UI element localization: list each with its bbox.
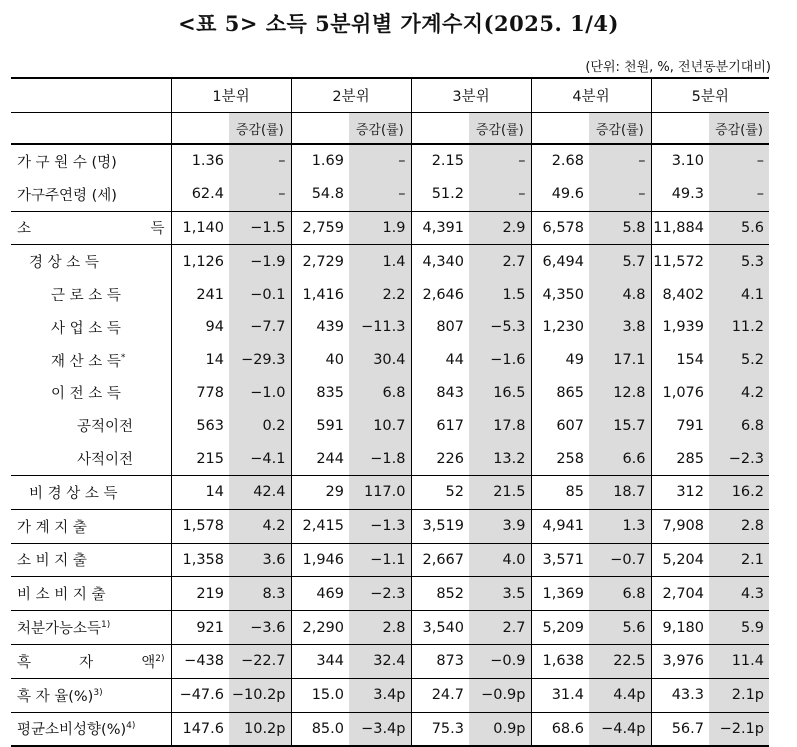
row-label	[11, 344, 171, 377]
header-change-1: 증감(률)	[229, 113, 291, 145]
table-row	[11, 377, 769, 410]
cell-change: 0.2	[229, 409, 291, 442]
table-row	[11, 678, 769, 712]
row-label	[11, 211, 171, 245]
cell-level: 29	[291, 475, 349, 509]
header-quintile-1: 1분위	[171, 78, 291, 113]
row-label-spread	[17, 651, 171, 672]
row-label-text: 비 경 상 소 득	[29, 485, 118, 502]
cell-level: 11,884	[651, 211, 709, 245]
row-label-part: 득	[150, 221, 165, 238]
header-corner	[11, 78, 171, 113]
cell-level: 1,140	[171, 211, 229, 245]
header-level-3	[411, 113, 469, 145]
cell-level: 15.0	[291, 678, 349, 712]
cell-level: 24.7	[411, 678, 469, 712]
row-label-text: 사적이전	[77, 452, 134, 469]
cell-change: −5.3	[469, 311, 531, 344]
row-label-part: 흑	[17, 654, 32, 671]
row-label-text: 공적이전	[77, 419, 134, 436]
cell-level: 1,369	[531, 577, 589, 611]
cell-level: 54.8	[291, 178, 349, 211]
row-label-text: 재 산 소 득	[51, 353, 121, 370]
cell-change: 5.6	[709, 211, 769, 245]
cell-change: 18.7	[589, 475, 651, 509]
cell-level: 3,976	[651, 644, 709, 678]
cell-level: 85	[531, 475, 589, 509]
cell-change: −4.1	[229, 442, 291, 475]
cell-change: –	[229, 144, 291, 178]
cell-level: 52	[411, 475, 469, 509]
cell-change: 10.7	[349, 409, 411, 442]
cell-level: 1,230	[531, 311, 589, 344]
cell-change: 1.5	[469, 278, 531, 311]
cell-level: 2,729	[291, 245, 349, 278]
row-label	[11, 278, 171, 311]
cell-level: 258	[531, 442, 589, 475]
header-quintile-4: 4분위	[531, 78, 651, 113]
row-label-text: 소 비 지 출	[17, 553, 87, 570]
header-change-3: 증감(률)	[469, 113, 531, 145]
cell-level: 5,209	[531, 611, 589, 645]
cell-level: 921	[171, 611, 229, 645]
row-label	[11, 644, 171, 678]
cell-level: 835	[291, 377, 349, 410]
cell-level: 312	[651, 475, 709, 509]
cell-change: −1.1	[349, 543, 411, 577]
row-label	[11, 178, 171, 211]
footnote-marker: 2)	[155, 654, 165, 665]
cell-change: 16.5	[469, 377, 531, 410]
cell-level: 14	[171, 344, 229, 377]
cell-level: 68.6	[531, 712, 589, 746]
cell-level: 344	[291, 644, 349, 678]
row-label-text: 경 상 소 득	[29, 255, 99, 272]
cell-level: 8,402	[651, 278, 709, 311]
cell-change: 2.1p	[709, 678, 769, 712]
cell-level: 7,908	[651, 509, 709, 543]
cell-change: –	[349, 144, 411, 178]
row-label	[11, 611, 171, 645]
cell-change: 4.0	[469, 543, 531, 577]
cell-change: 2.9	[469, 211, 531, 245]
cell-level: 241	[171, 278, 229, 311]
cell-level: 439	[291, 311, 349, 344]
household-budget-table	[11, 77, 769, 747]
cell-change: 22.5	[589, 644, 651, 678]
row-label-text: 비 소 비 지 출	[17, 587, 106, 604]
cell-change: 2.8	[709, 509, 769, 543]
header-quintile-2: 2분위	[291, 78, 411, 113]
cell-change: −1.9	[229, 245, 291, 278]
cell-change: 3.5	[469, 577, 531, 611]
footnote-marker: 3)	[93, 687, 103, 698]
cell-level: 2.68	[531, 144, 589, 178]
cell-level: 215	[171, 442, 229, 475]
cell-level: 2,646	[411, 278, 469, 311]
cell-level: 791	[651, 409, 709, 442]
cell-level: 3,519	[411, 509, 469, 543]
cell-change: 1.3	[589, 509, 651, 543]
header-change-5: 증감(률)	[709, 113, 769, 145]
cell-level: 1.36	[171, 144, 229, 178]
row-label	[11, 678, 171, 712]
cell-change: −2.3	[349, 577, 411, 611]
table-row	[11, 543, 769, 577]
footnote-marker: *	[120, 352, 126, 363]
cell-change: 16.2	[709, 475, 769, 509]
cell-change: –	[709, 178, 769, 211]
table-row	[11, 344, 769, 377]
cell-change: −4.4p	[589, 712, 651, 746]
cell-change: −7.7	[229, 311, 291, 344]
cell-level: 9,180	[651, 611, 709, 645]
row-label	[11, 442, 171, 475]
table-title: <표 5> 소득 5분위별 가계수지(2025. 1/4)	[178, 11, 619, 36]
cell-level: 1,578	[171, 509, 229, 543]
row-label-part: 자	[79, 654, 94, 671]
table-row	[11, 611, 769, 645]
cell-level: 4,350	[531, 278, 589, 311]
cell-level: 807	[411, 311, 469, 344]
cell-level: 2,667	[411, 543, 469, 577]
cell-level: 469	[291, 577, 349, 611]
cell-change: 4.1	[709, 278, 769, 311]
cell-change: 5.7	[589, 245, 651, 278]
row-label-text: 가 구 원 수 (명)	[17, 154, 117, 171]
cell-change: −10.2p	[229, 678, 291, 712]
cell-level: 2,759	[291, 211, 349, 245]
cell-change: 3.4p	[349, 678, 411, 712]
cell-level: 6,494	[531, 245, 589, 278]
cell-level: 226	[411, 442, 469, 475]
cell-level: 285	[651, 442, 709, 475]
cell-level: 4,391	[411, 211, 469, 245]
cell-change: −3.4p	[349, 712, 411, 746]
table-row	[11, 712, 769, 746]
table-row	[11, 509, 769, 543]
cell-change: 2.7	[469, 611, 531, 645]
cell-change: 32.4	[349, 644, 411, 678]
table-row	[11, 278, 769, 311]
table-row	[11, 245, 769, 278]
cell-change: 12.8	[589, 377, 651, 410]
table-row	[11, 475, 769, 509]
header-level-4	[531, 113, 589, 145]
cell-change: −0.1	[229, 278, 291, 311]
cell-level: 154	[651, 344, 709, 377]
table-body	[11, 144, 769, 746]
cell-level: 1,638	[531, 644, 589, 678]
cell-level: 3,540	[411, 611, 469, 645]
cell-change: 5.9	[709, 611, 769, 645]
row-label	[11, 543, 171, 577]
cell-change: −3.6	[229, 611, 291, 645]
cell-level: 75.3	[411, 712, 469, 746]
header-change-4: 증감(률)	[589, 113, 651, 145]
cell-change: 4.4p	[589, 678, 651, 712]
footnote-marker: 1)	[101, 620, 111, 631]
cell-change: 17.8	[469, 409, 531, 442]
cell-level: 14	[171, 475, 229, 509]
cell-level: 44	[411, 344, 469, 377]
table-row	[11, 211, 769, 245]
table-row	[11, 644, 769, 678]
cell-level: 3,571	[531, 543, 589, 577]
cell-level: 843	[411, 377, 469, 410]
footnote-marker: 4)	[126, 721, 136, 732]
cell-change: –	[709, 144, 769, 178]
cell-level: −47.6	[171, 678, 229, 712]
cell-change: 2.7	[469, 245, 531, 278]
cell-level: 219	[171, 577, 229, 611]
cell-change: 8.3	[229, 577, 291, 611]
header-row-quintiles	[11, 78, 769, 113]
cell-level: 94	[171, 311, 229, 344]
cell-change: −11.3	[349, 311, 411, 344]
cell-change: 13.2	[469, 442, 531, 475]
row-label	[11, 245, 171, 278]
cell-level: 85.0	[291, 712, 349, 746]
cell-change: 11.4	[709, 644, 769, 678]
cell-level: 62.4	[171, 178, 229, 211]
cell-level: 6,578	[531, 211, 589, 245]
cell-level: 1,126	[171, 245, 229, 278]
cell-change: 5.2	[709, 344, 769, 377]
row-label-text: 이 전 소 득	[51, 386, 121, 403]
cell-change: 21.5	[469, 475, 531, 509]
cell-change: 4.3	[709, 577, 769, 611]
cell-level: 852	[411, 577, 469, 611]
row-label	[11, 475, 171, 509]
cell-change: 4.2	[709, 377, 769, 410]
cell-level: 11,572	[651, 245, 709, 278]
header-level-2	[291, 113, 349, 145]
cell-change: 5.8	[589, 211, 651, 245]
header-change-2: 증감(률)	[349, 113, 411, 145]
cell-change: −2.3	[709, 442, 769, 475]
cell-change: 3.6	[229, 543, 291, 577]
cell-change: 0.9p	[469, 712, 531, 746]
cell-level: 5,204	[651, 543, 709, 577]
cell-level: 1.69	[291, 144, 349, 178]
cell-change: −1.6	[469, 344, 531, 377]
cell-level: 49	[531, 344, 589, 377]
cell-change: 1.4	[349, 245, 411, 278]
cell-level: 2,415	[291, 509, 349, 543]
cell-level: 873	[411, 644, 469, 678]
header-level-1	[171, 113, 229, 145]
cell-change: –	[589, 178, 651, 211]
row-label-text: 가구주연령 (세)	[17, 187, 117, 204]
row-label	[11, 409, 171, 442]
cell-change: −0.7	[589, 543, 651, 577]
table-row	[11, 442, 769, 475]
table-row	[11, 144, 769, 178]
cell-change: −29.3	[229, 344, 291, 377]
cell-level: 1,416	[291, 278, 349, 311]
cell-level: 31.4	[531, 678, 589, 712]
header-quintile-3: 3분위	[411, 78, 531, 113]
row-label	[11, 509, 171, 543]
cell-level: 2,704	[651, 577, 709, 611]
cell-level: 43.3	[651, 678, 709, 712]
cell-change: 6.8	[349, 377, 411, 410]
cell-level: −438	[171, 644, 229, 678]
cell-change: −0.9p	[469, 678, 531, 712]
row-label-spread	[17, 217, 171, 238]
cell-level: 2,290	[291, 611, 349, 645]
cell-level: 1,358	[171, 543, 229, 577]
row-label	[11, 712, 171, 746]
cell-change: 117.0	[349, 475, 411, 509]
cell-change: 42.4	[229, 475, 291, 509]
cell-change: 5.6	[589, 611, 651, 645]
cell-level: 1,939	[651, 311, 709, 344]
cell-level: 4,340	[411, 245, 469, 278]
table-row	[11, 178, 769, 211]
cell-change: 11.2	[709, 311, 769, 344]
cell-change: 1.9	[349, 211, 411, 245]
cell-level: 865	[531, 377, 589, 410]
cell-level: 778	[171, 377, 229, 410]
cell-change: 2.2	[349, 278, 411, 311]
cell-change: 3.9	[469, 509, 531, 543]
header-corner-2	[11, 113, 171, 145]
cell-change: −0.9	[469, 644, 531, 678]
cell-level: 591	[291, 409, 349, 442]
row-label-text: 평균소비성향(%)	[17, 722, 127, 739]
row-label	[11, 311, 171, 344]
cell-change: 6.8	[709, 409, 769, 442]
cell-change: 6.6	[589, 442, 651, 475]
header-quintile-5: 5분위	[651, 78, 769, 113]
cell-change: 30.4	[349, 344, 411, 377]
row-label-part: 액$^{2)}$	[141, 654, 165, 671]
cell-change: 15.7	[589, 409, 651, 442]
row-label-text: 가 계 지 출	[17, 519, 87, 536]
header-row-change	[11, 113, 769, 145]
cell-change: 17.1	[589, 344, 651, 377]
cell-level: 49.6	[531, 178, 589, 211]
row-label	[11, 577, 171, 611]
cell-level: 1,076	[651, 377, 709, 410]
cell-level: 40	[291, 344, 349, 377]
row-label-text: 사 업 소 득	[51, 320, 121, 337]
cell-change: 10.2p	[229, 712, 291, 746]
cell-change: −2.1p	[709, 712, 769, 746]
cell-change: 5.3	[709, 245, 769, 278]
table-row	[11, 409, 769, 442]
row-label	[11, 377, 171, 410]
cell-change: 4.8	[589, 278, 651, 311]
cell-level: 244	[291, 442, 349, 475]
cell-level: 51.2	[411, 178, 469, 211]
cell-level: 147.6	[171, 712, 229, 746]
cell-level: 2.15	[411, 144, 469, 178]
cell-change: 6.8	[589, 577, 651, 611]
cell-change: –	[469, 144, 531, 178]
header-level-5	[651, 113, 709, 145]
cell-level: 49.3	[651, 178, 709, 211]
cell-level: 4,941	[531, 509, 589, 543]
table-row	[11, 311, 769, 344]
cell-change: −1.0	[229, 377, 291, 410]
row-label-text: 근 로 소 득	[51, 288, 121, 305]
cell-level: 617	[411, 409, 469, 442]
cell-level: 56.7	[651, 712, 709, 746]
row-label-text: 처분가능소득	[17, 621, 102, 638]
row-label	[11, 144, 171, 178]
cell-change: −1.3	[349, 509, 411, 543]
unit-note: (단위: 천원, %, 전년동분기대비)	[585, 60, 771, 75]
cell-change: −1.5	[229, 211, 291, 245]
row-label-text: 흑 자 율(%)	[17, 688, 94, 705]
cell-change: 3.8	[589, 311, 651, 344]
cell-change: 4.2	[229, 509, 291, 543]
cell-change: 2.8	[349, 611, 411, 645]
cell-change: –	[229, 178, 291, 211]
table-row	[11, 577, 769, 611]
cell-change: –	[469, 178, 531, 211]
row-label-part: 소	[17, 221, 32, 238]
cell-change: −22.7	[229, 644, 291, 678]
cell-level: 1,946	[291, 543, 349, 577]
cell-level: 563	[171, 409, 229, 442]
cell-level: 3.10	[651, 144, 709, 178]
cell-change: −1.8	[349, 442, 411, 475]
cell-change: –	[589, 144, 651, 178]
cell-change: –	[349, 178, 411, 211]
cell-change: 2.1	[709, 543, 769, 577]
cell-level: 607	[531, 409, 589, 442]
